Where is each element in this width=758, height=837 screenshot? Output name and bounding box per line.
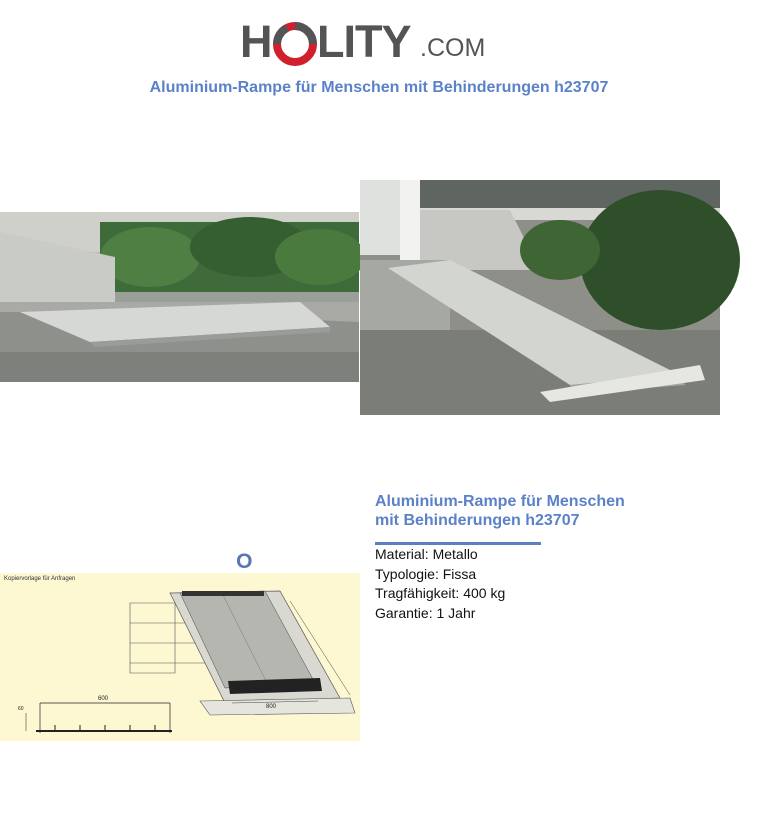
logo-text-right: LITY [317, 16, 411, 67]
ramp-dimension-drawing-image [0, 573, 360, 741]
product-specs [375, 545, 505, 623]
spec-material: Material: Metallo [375, 546, 478, 562]
ramp-installed-photo-image [360, 180, 720, 415]
logo-ring-icon [273, 22, 317, 66]
product-title [375, 492, 655, 530]
drawing-caption: Kopiervorlage für Anfragen [4, 576, 76, 582]
drawing-label-width: 800 [266, 704, 277, 710]
drawing-label-length: 600 [98, 696, 109, 702]
spec-type: Typologie: Fissa [375, 565, 477, 582]
spec-load-capacity: Tragfähigkeit: 400 kg [375, 585, 506, 601]
logo-text-left: H [240, 16, 272, 67]
holity-logo[interactable] [240, 14, 490, 70]
logo-suffix: .COM [420, 34, 486, 62]
technical-drawing[interactable] [0, 573, 360, 741]
product-title-line-1: Aluminium-Rampe für Menschen [375, 493, 625, 510]
photo-watermark: HOLITY.COM [222, 550, 321, 573]
product-photo-side-view[interactable] [0, 212, 359, 573]
ramp-side-photo-image [0, 212, 359, 382]
page-title: Aluminium-Rampe für Menschen mit Behinderungen h23707 [149, 79, 609, 96]
drawing-label-height: 60 [18, 706, 24, 712]
spec-warranty: Garantie: 1 Jahr [375, 604, 476, 621]
product-photo-installed[interactable] [360, 180, 720, 415]
product-title-line-2: mit Behinderungen h23707 [375, 512, 580, 529]
